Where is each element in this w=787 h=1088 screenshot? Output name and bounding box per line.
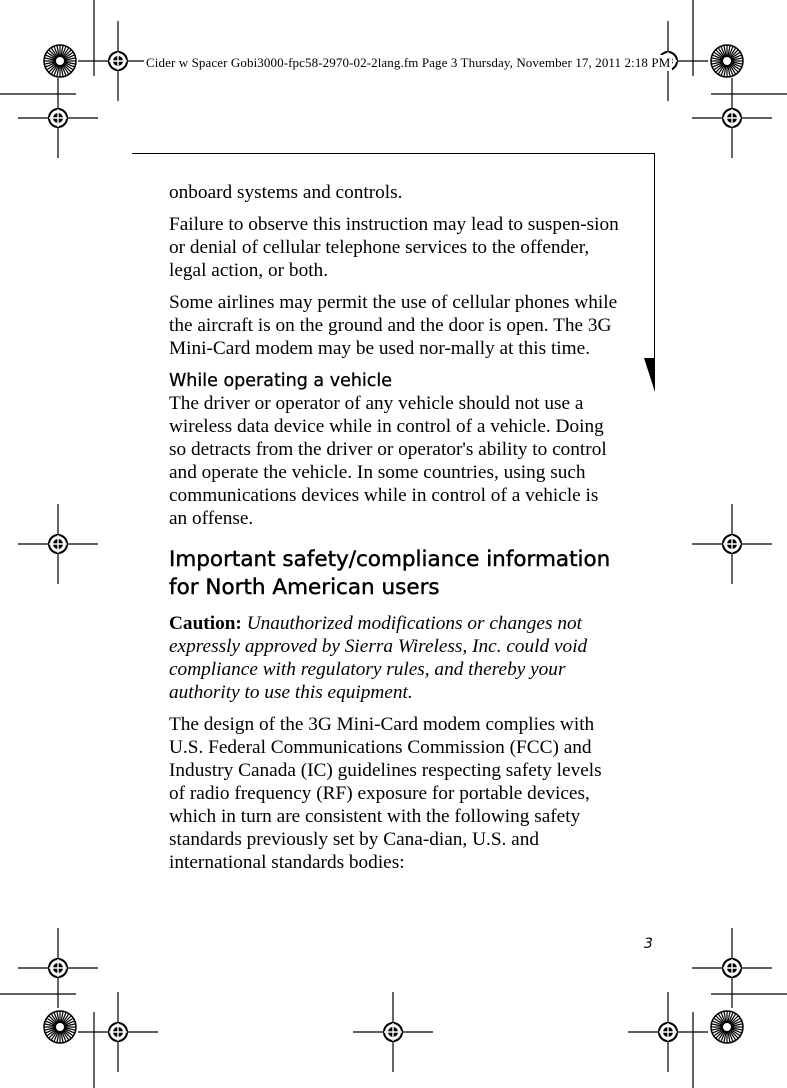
caution-paragraph [169,612,621,704]
paragraph: The driver or operator of any vehicle should not use a wireless data device while in control of a vehicle. Doing so detracts from the driver or operator's ability to control and operate the vehicle. In some countries, using such communications devices while in control of a vehicle is an offense. [169,393,607,529]
star-target-icon [711,1011,743,1043]
paragraph: Failure to observe this instruction may lead to suspen-sion or denial of cellular telephone services to the offender, legal action, or both. [169,214,619,281]
crosshair-icon [78,992,158,1072]
page-number: 3 [644,936,653,952]
paragraph: Some airlines may permit the use of cellular phones while the aircraft is on the ground and the door is open. The 3G Mini-Card modem may be used nor-mally at this time. [169,292,618,359]
star-target-icon [44,1011,76,1043]
crosshair-icon [692,78,772,158]
crosshair-icon [18,78,98,158]
crosshair-icon [353,992,433,1072]
thumb-tab [644,358,655,392]
crosshair-icon [18,504,98,584]
header-rule [132,153,655,154]
crosshair-icon [18,928,98,1008]
caution-text: Unauthorized modifications or changes not expressly approved by Sierra Wireless, Inc. could void compliance with regulatory rules, and thereby your authority to use this equipment. [169,613,588,703]
crosshair-icon [692,928,772,1008]
subheading-vehicle: While operating a vehicle [169,371,393,391]
paragraph: onboard systems and controls. [169,182,403,203]
page-body [169,181,621,883]
star-target-icon [44,45,76,77]
caution-label: Caution: [169,613,242,634]
paragraph: The design of the 3G Mini-Card modem complies with U.S. Federal Communications Commission (FCC) and Industry Canada (IC) guidelines respecting safety levels of radio frequency (RF) exposure for portable devices, which in turn are consistent with the following safety standards previously set by Cana-dian, U.S. and international standards bodies: [169,714,602,873]
section-heading: Important safety/compliance information for North American users [169,547,611,600]
slug-line: Cider w Spacer Gobi3000-fpc58-2970-02-2lang.fm Page 3 Thursday, November 17, 2011 2:18 PM [146,55,671,70]
crosshair-icon [628,992,708,1072]
margin-rule [654,153,655,358]
crosshair-icon [692,504,772,584]
star-target-icon [711,45,743,77]
